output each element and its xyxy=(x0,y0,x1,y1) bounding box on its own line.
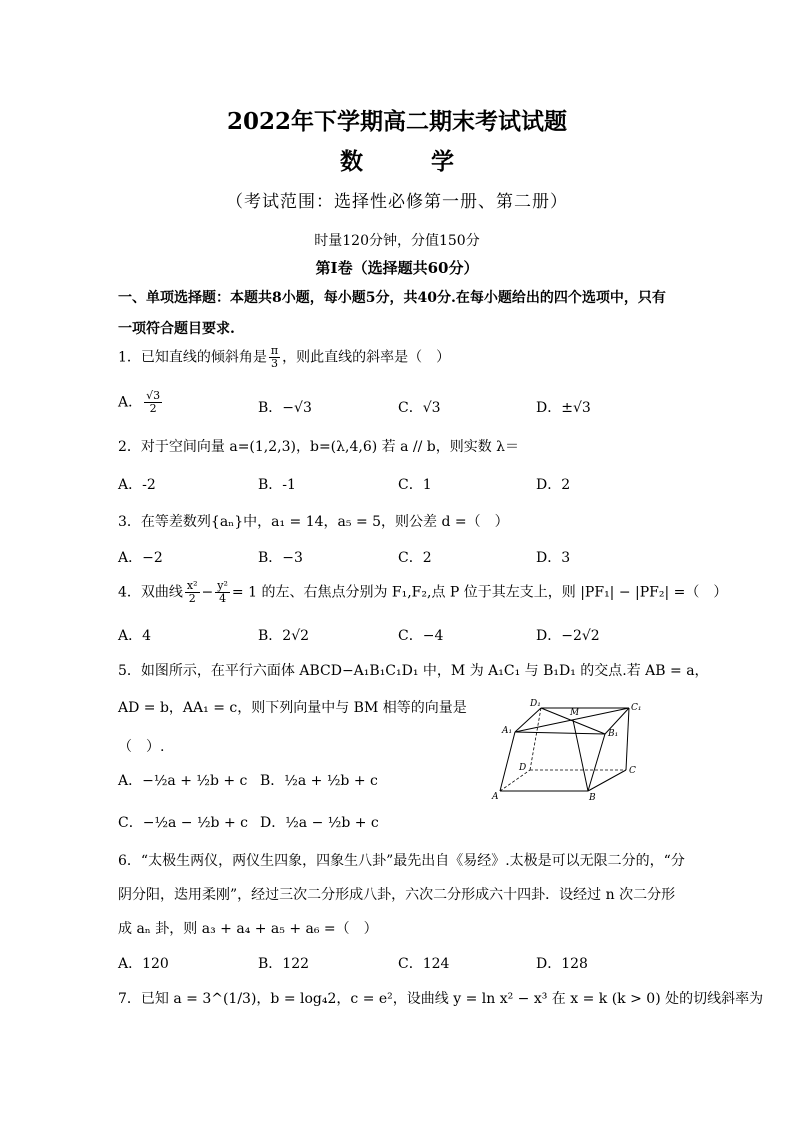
segment-BM xyxy=(573,720,588,791)
q4-frac-x xyxy=(185,580,200,605)
question-1 xyxy=(118,345,450,370)
q1-pre: 1．已知直线的倾斜角是 xyxy=(118,349,267,366)
q4-option-d: D．−2√2 xyxy=(536,628,600,644)
question-6-line1: 6．“太极生两仪，两仪生四象，四象生八卦”最先出自《易经》.太极是可以无限二分的，“分 xyxy=(118,853,685,869)
q2-option-d: D．2 xyxy=(536,477,571,493)
q4-option-a: A．4 xyxy=(118,628,152,644)
edge-A1B1 xyxy=(515,732,605,734)
q3-option-b: B．−3 xyxy=(258,550,303,566)
label-B1: B₁ xyxy=(608,729,619,739)
question-4 xyxy=(118,580,727,605)
q4-option-c: C．−4 xyxy=(398,628,444,644)
exam-scope: （考试范围：选择性必修第一册、第二册） xyxy=(226,192,568,212)
q1-a-label: A． xyxy=(118,394,143,411)
exam-title: 2022年下学期高二期末考试试题 xyxy=(226,108,567,135)
q5-option-a: A．−½a + ½b + c xyxy=(118,773,248,789)
label-B: B xyxy=(589,793,596,802)
label-M: M xyxy=(570,708,580,718)
q2-option-a: A．-2 xyxy=(118,477,156,493)
q4-minus: − xyxy=(201,584,214,601)
section-heading-line2: 一项符合题目要求. xyxy=(118,321,235,337)
question-6-line2: 阴分阳，迭用柔刚”，经过三次二分形成八卦，六次二分形成六十四卦．设经过 n 次二分形 xyxy=(118,887,676,903)
q4-f2-num: y² xyxy=(217,579,228,592)
question-7: 7．已知 a = 3^(1/3)，b = log₄2，c = e²，设曲线 y = ln x² − x³ 在 x = k (k > 0) 处的切线斜率为 xyxy=(118,991,764,1007)
q1-option-d: D．±√3 xyxy=(536,400,591,416)
q1-fraction xyxy=(269,345,280,370)
q6-option-d: D．128 xyxy=(536,956,588,972)
label-A1: A₁ xyxy=(502,726,513,736)
question-5-line2: AD = b，AA₁ = c，则下列向量中与 BM 相等的向量是 xyxy=(118,700,467,716)
q6-option-b: B．122 xyxy=(258,956,310,972)
q4-f1-num: x² xyxy=(186,579,198,592)
q4-option-b: B．2√2 xyxy=(258,628,310,644)
label-D1: D₁ xyxy=(530,699,541,709)
question-3: 3．在等差数列{aₙ}中，a₁ = 14，a₅ = 5，则公差 d =（ ） xyxy=(118,514,509,530)
q3-option-a: A．−2 xyxy=(118,550,163,566)
q5-option-c: C．−½a − ½b + c xyxy=(118,815,248,831)
section-heading-line1: 一、单项选择题：本题共8小题，每小题5分，共40分.在每小题给出的四个选项中，只有 xyxy=(118,290,666,306)
q1-a-num: √3 xyxy=(146,389,161,402)
q3-option-d: D．3 xyxy=(536,550,571,566)
label-D: D xyxy=(519,763,527,773)
q5-option-b: B．½a + ½b + c xyxy=(260,773,378,789)
part-title: 第Ⅰ卷（选择题共60分） xyxy=(315,259,479,277)
q1-frac-den: 3 xyxy=(271,357,279,370)
q4-pre: 4．双曲线 xyxy=(118,584,183,601)
q4-frac-y xyxy=(215,580,230,605)
question-5-line1: 5．如图所示，在平行六面体 ABCD−A₁B₁C₁D₁ 中，M 为 A₁C₁ 与 B₁D₁ 的交点.若 AB = a， xyxy=(118,663,709,679)
q2-option-c: C．1 xyxy=(398,477,432,493)
label-A: A xyxy=(492,792,499,802)
q4-post: = 1 的左、右焦点分别为 F₁,F₂,点 P 位于其左支上，则 |PF₁| − |PF₂| =（ ） xyxy=(231,584,728,601)
edge-CC1 xyxy=(626,708,629,770)
q2-option-b: B．-1 xyxy=(258,477,296,493)
q6-option-a: A．120 xyxy=(118,956,169,972)
question-6-line3: 成 aₙ 卦，则 a₃ + a₄ + a₅ + a₆ =（ ） xyxy=(118,921,378,937)
q4-f2-den: 4 xyxy=(219,592,227,605)
q1-option-c: C．√3 xyxy=(398,400,441,416)
q3-option-c: C．2 xyxy=(398,550,432,566)
q1-post: ，则此直线的斜率是（ ） xyxy=(282,349,451,366)
q5-option-d: D．½a − ½b + c xyxy=(260,815,379,831)
label-C1: C₁ xyxy=(631,703,642,713)
q6-option-c: C．124 xyxy=(398,956,450,972)
time-score: 时量120分钟，分值150分 xyxy=(314,233,480,249)
q1-frac-num: π xyxy=(270,344,279,357)
question-2: 2．对于空间向量 a=(1,2,3)，b=(λ,4,6) 若 a // b，则实数 λ＝ xyxy=(118,439,520,455)
q1-option-b: B．−√3 xyxy=(258,400,312,416)
subject-title: 数 学 xyxy=(339,148,484,175)
q1-option-a xyxy=(118,390,164,415)
q1-a-fraction xyxy=(144,390,162,415)
q1-a-den: 2 xyxy=(149,402,157,415)
parallelepiped-figure xyxy=(488,696,658,802)
label-C: C xyxy=(629,766,636,776)
q4-f1-den: 2 xyxy=(188,592,196,605)
question-5-line3: （ ）. xyxy=(118,739,165,755)
